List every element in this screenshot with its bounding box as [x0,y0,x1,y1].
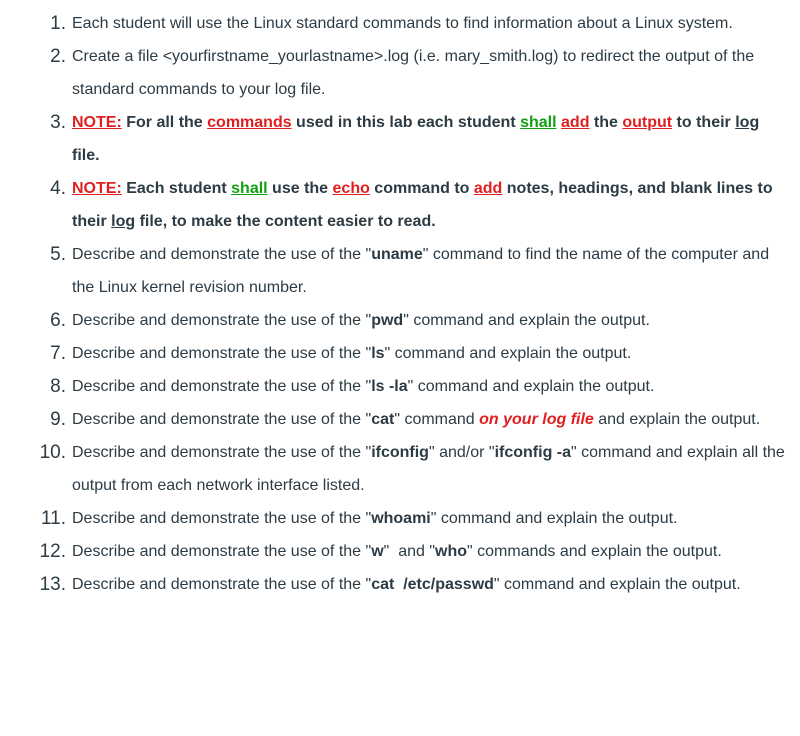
item-number: 13. [39,574,66,595]
item-number: 1. [50,13,66,34]
command-name: pwd [371,312,404,329]
list-item-7 [0,337,800,370]
item-text: Describe and demonstrate the use of the " [72,510,372,527]
list-item-5 [0,238,800,304]
emphasis-text: on your log file [479,411,594,428]
command-name: ifconfig -a [494,444,572,461]
item-number: 7. [50,343,66,364]
command-name: ifconfig [371,444,429,461]
item-text: For all the [126,114,208,131]
keyword-shall: shall [520,114,557,131]
keyword-output: output [622,114,673,131]
item-text: Describe and demonstrate the use of the " [72,444,372,461]
item-number: 5. [50,244,66,265]
item-text: " command and explain the output. [407,378,655,395]
list-item-12 [0,535,800,568]
list-item-8 [0,370,800,403]
instruction-list [0,7,800,601]
item-number: 12. [39,541,66,562]
item-text: used in this lab each student [291,114,521,131]
command-name: whoami [371,510,431,527]
item-number: 6. [50,310,66,331]
item-text: notes, headings, and blank lines to their [72,180,773,230]
item-text: " and " [383,543,436,560]
keyword-echo: echo [332,180,370,197]
item-number: 11. [40,508,66,529]
item-text: " command and explain the output. [403,312,650,329]
item-text: Each student will use the Linux standard commands to find information about a Linux system. [72,15,733,32]
note-label: NOTE: [72,180,122,197]
command-name: who [435,543,468,560]
item-number: 4. [50,178,66,199]
keyword-add: add [561,114,590,131]
list-item-11 [0,502,800,535]
item-number: 10. [39,442,66,463]
item-text: Create a file <yourfirstname_yourlastname>.log (i.e. mary_smith.log) to redirect the output of the standard commands to your log file. [72,48,755,98]
item-text: " command [394,411,480,428]
item-text: Each student [126,180,232,197]
item-number: 2. [50,46,66,67]
item-text: Describe and demonstrate the use of the " [72,543,372,560]
list-item-6 [0,304,800,337]
command-name: uname [371,246,423,263]
list-item-13 [0,568,800,601]
command-name: cat [371,411,395,428]
item-text: " commands and explain the output. [467,543,722,560]
keyword-add: add [473,180,503,197]
command-name: cat /etc/passwd [371,576,494,593]
list-item-4 [0,172,800,238]
item-text: " command and explain the output. [430,510,678,527]
item-text: " command to find the name of the computer and the Linux kernel revision number. [72,246,770,296]
item-text: " command and explain the output. [493,576,741,593]
note-label: NOTE: [72,114,122,131]
item-text: " command and explain the output. [384,345,632,362]
item-number: 3. [50,112,66,133]
item-text: and explain the output. [593,411,761,428]
item-number: 8. [50,376,66,397]
item-text: Describe and demonstrate the use of the " [72,246,372,263]
item-text: " command and explain all the output from each network interface listed. [72,444,785,494]
item-text: Describe and demonstrate the use of the " [72,576,372,593]
keyword-log: log [111,213,136,230]
command-name: ls -la [371,378,408,395]
keyword-commands: commands [207,114,292,131]
list-item-1 [0,7,800,40]
list-item-3 [0,106,800,172]
item-text: command to [369,180,474,197]
item-text: the [589,114,623,131]
item-text: file. [72,147,100,164]
item-text: Describe and demonstrate the use of the " [72,312,372,329]
item-text: file, to make the content easier to read. [135,213,436,230]
item-number: 9. [50,409,66,430]
list-item-10 [0,436,800,502]
item-text: " and/or " [428,444,495,461]
item-text: use the [267,180,333,197]
command-name: w [371,543,384,560]
keyword-shall: shall [231,180,268,197]
item-text: Describe and demonstrate the use of the " [72,345,372,362]
item-text: Describe and demonstrate the use of the " [72,378,372,395]
keyword-log: log [735,114,760,131]
list-item-9 [0,403,800,436]
item-text: Describe and demonstrate the use of the " [72,411,372,428]
command-name: ls [371,345,385,362]
item-text: to their [672,114,736,131]
list-item-2 [0,40,800,106]
